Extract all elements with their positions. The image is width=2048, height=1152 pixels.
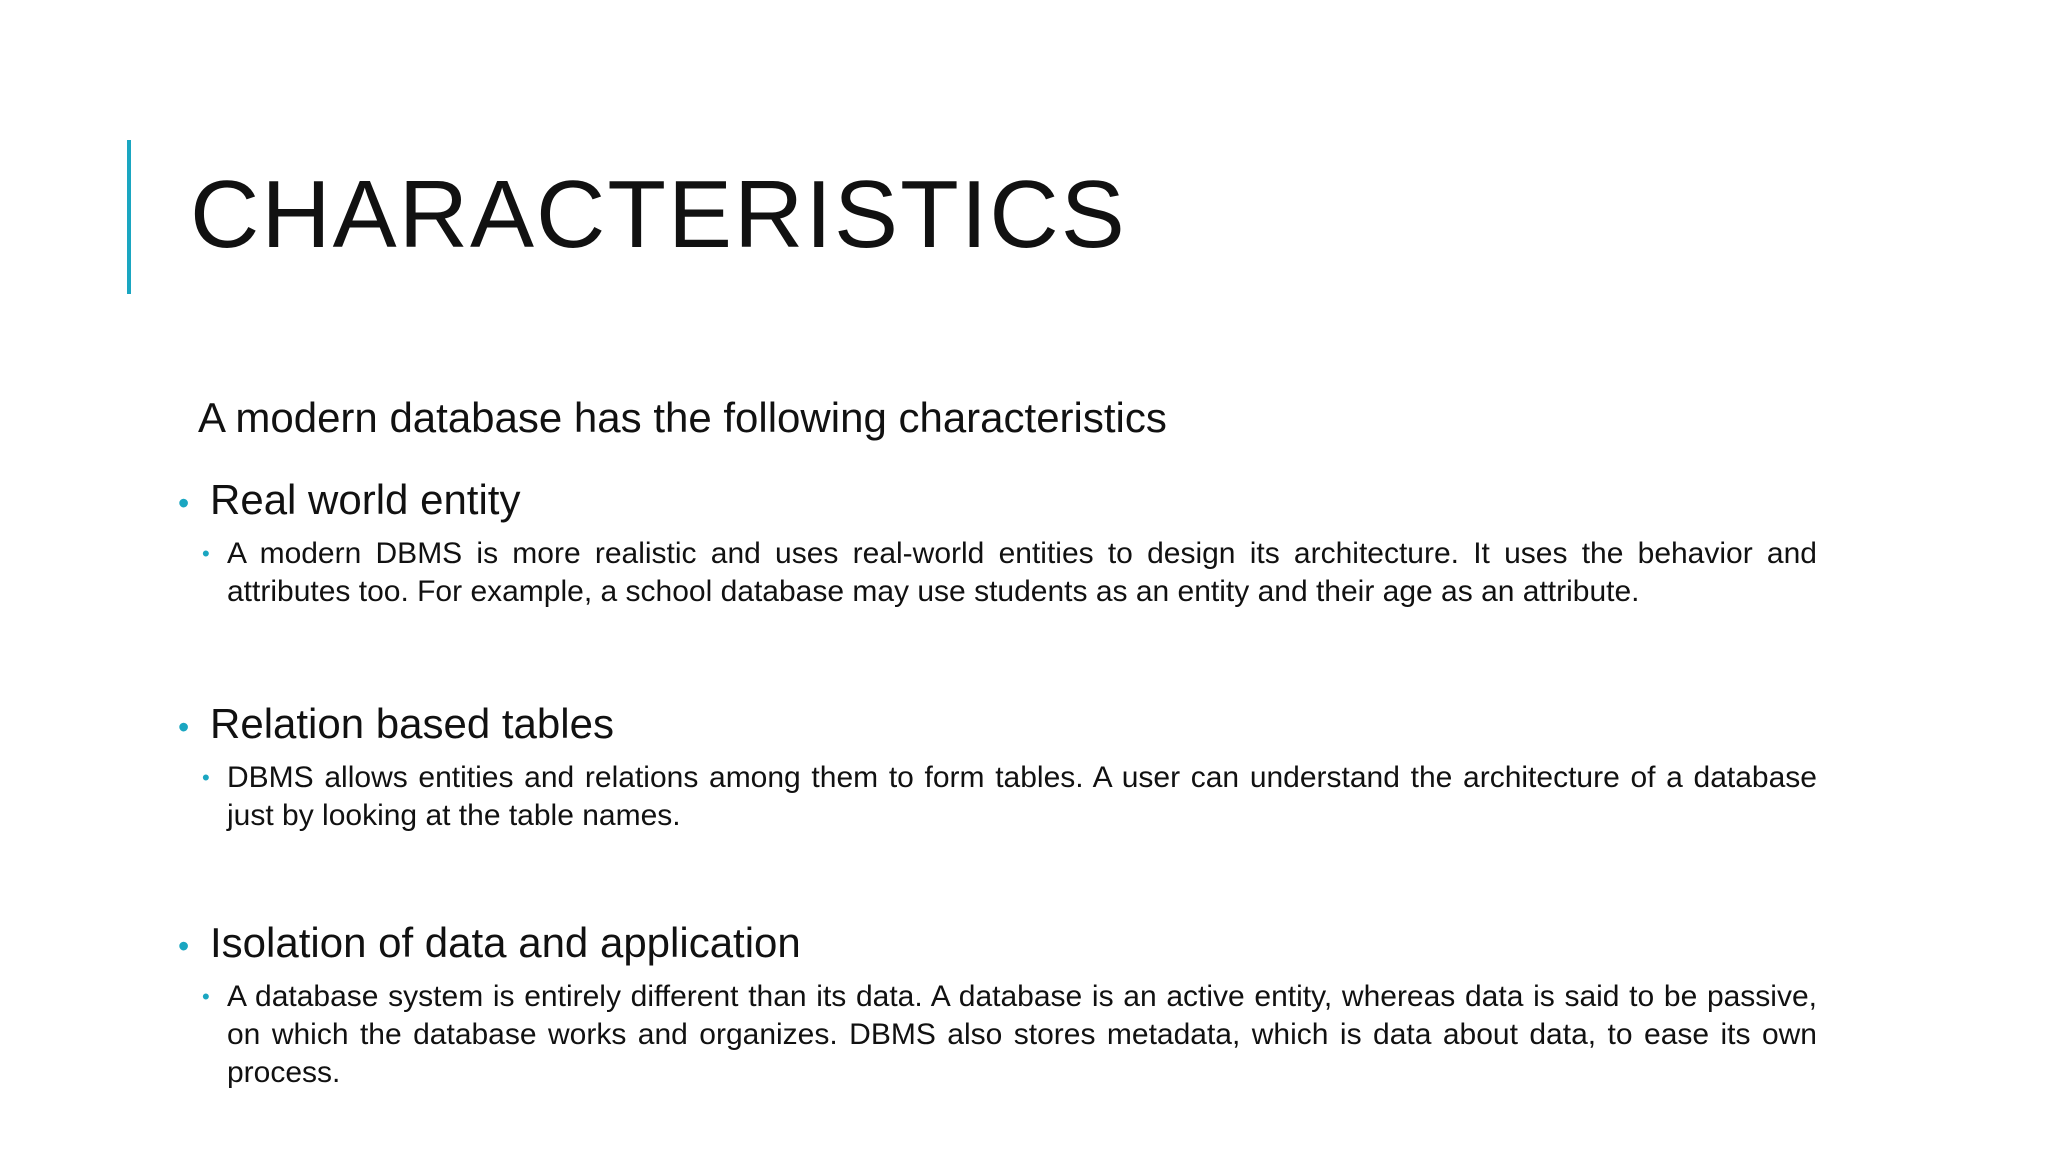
characteristic-section bbox=[178, 699, 1818, 835]
characteristic-description-row bbox=[202, 759, 1818, 835]
characteristic-heading-row bbox=[178, 699, 1818, 749]
slide-title: CHARACTERISTICS bbox=[190, 161, 1127, 268]
intro-text: A modern database has the following characteristics bbox=[198, 394, 1167, 441]
characteristic-description: A database system is entirely different than its data. A database is an active entity, whereas data is said to be passive, on which the database works and organizes. DBMS also stores metadata, which is data about data, to ease its own process. bbox=[227, 980, 1817, 1090]
bullet-icon: • bbox=[178, 928, 190, 964]
characteristic-heading: Isolation of data and application bbox=[210, 919, 801, 966]
characteristic-description: DBMS allows entities and relations among them to form tables. A user can understand the architecture of a database just by looking at the table names. bbox=[227, 761, 1817, 833]
characteristic-description: A modern DBMS is more realistic and uses real-world entities to design its architecture. It uses the behavior and attributes too. For example, a school database may use students as an entity and their age as an attribute. bbox=[227, 537, 1817, 609]
characteristic-section bbox=[178, 918, 1818, 1092]
characteristic-section bbox=[178, 475, 1818, 611]
title-accent-bar bbox=[127, 140, 131, 294]
characteristic-heading-row bbox=[178, 475, 1818, 525]
bullet-icon: • bbox=[178, 709, 190, 745]
characteristic-heading: Real world entity bbox=[210, 476, 521, 523]
characteristic-description-row bbox=[202, 535, 1818, 611]
characteristic-heading: Relation based tables bbox=[210, 700, 614, 747]
characteristic-heading-row bbox=[178, 918, 1818, 968]
characteristic-description-row bbox=[202, 978, 1818, 1092]
bullet-icon: • bbox=[178, 485, 190, 521]
sub-bullet-icon: • bbox=[202, 765, 210, 791]
sub-bullet-icon: • bbox=[202, 541, 210, 567]
sub-bullet-icon: • bbox=[202, 984, 210, 1010]
